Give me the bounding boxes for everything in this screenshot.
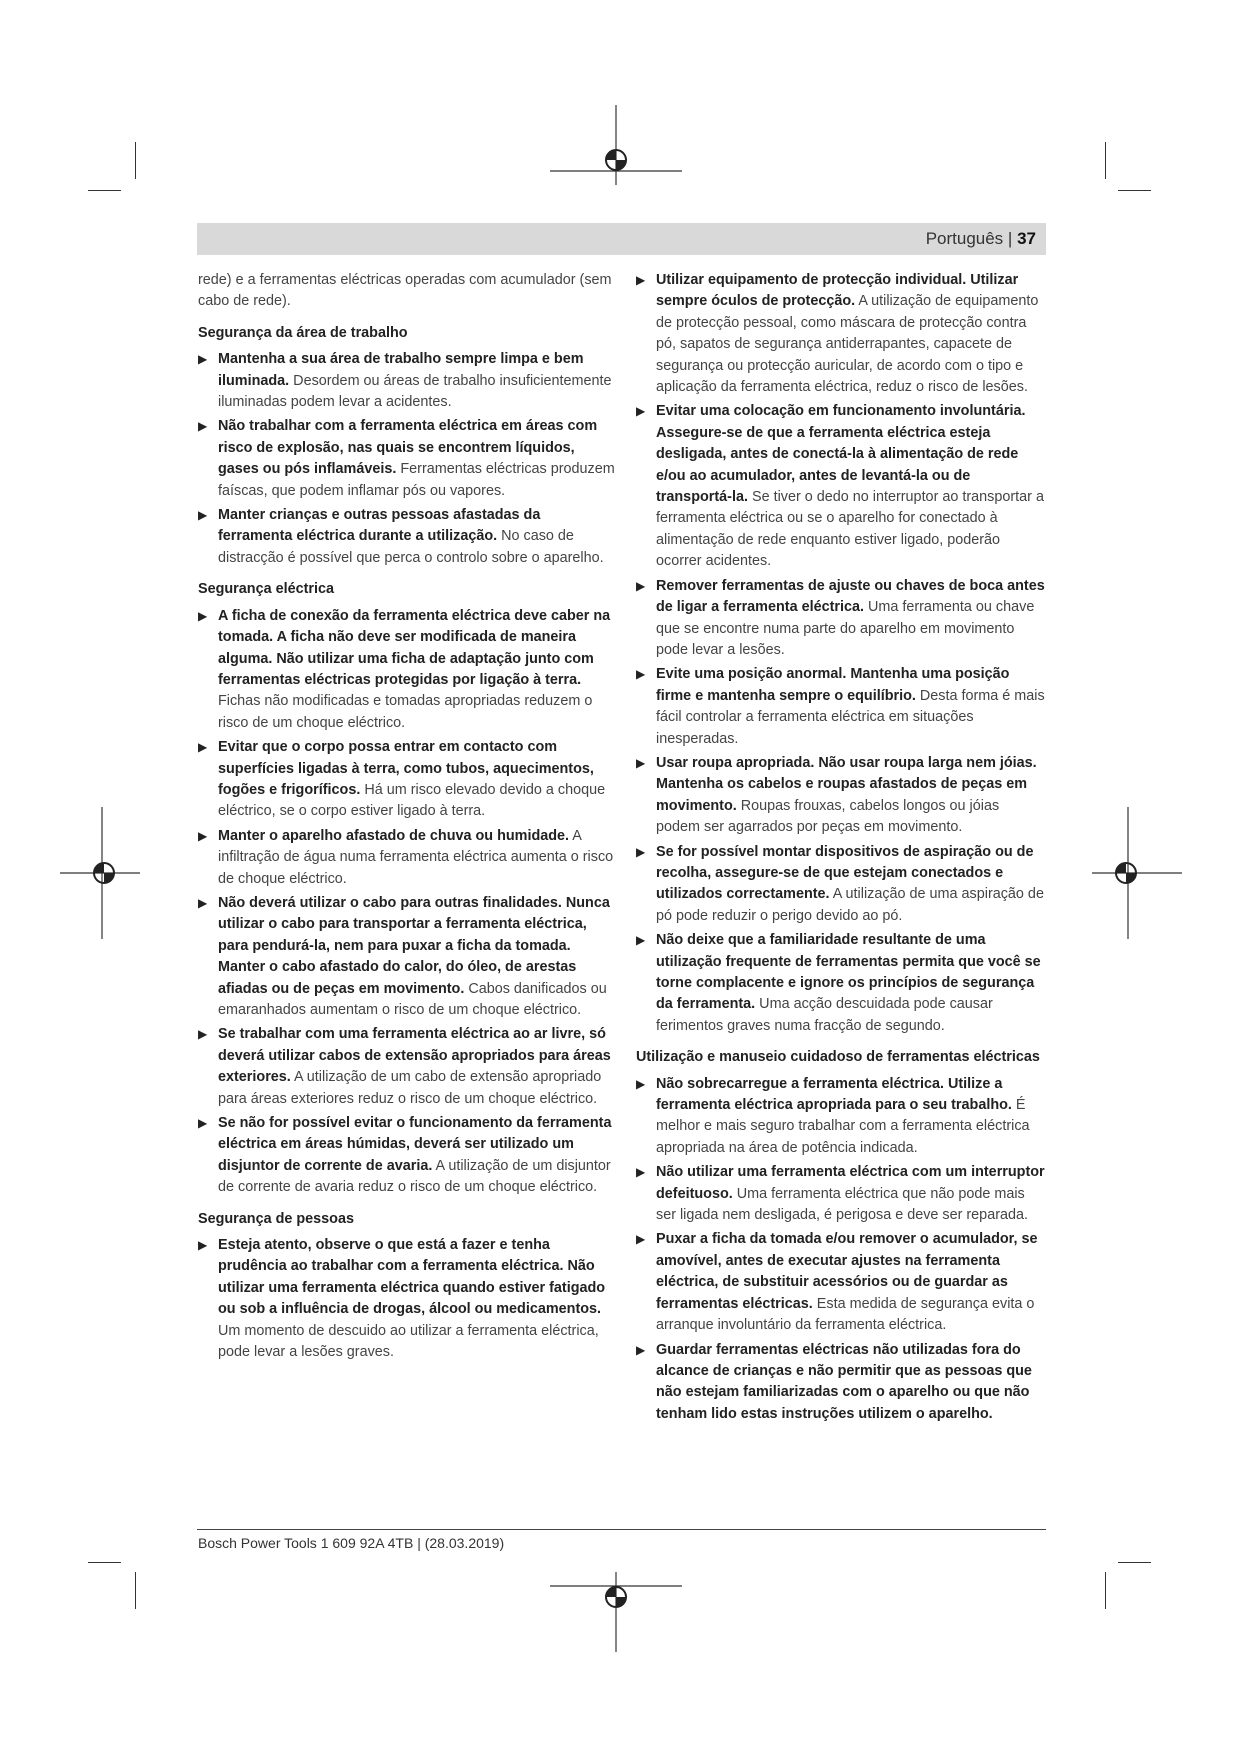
page-header	[197, 223, 1046, 255]
bullet-arrow-icon: ▶	[198, 419, 208, 434]
list-item: ▶ Se for possível montar dispositivos de aspiração ou de recolha, assegure-se de que estejam conectados e utilizados correctamente. A utilização de uma aspiração de pó pode reduzir o perigo devido ao pó.	[636, 843, 1044, 924]
section-heading-tool-use: Utilização e manuseio cuidadoso de ferramentas eléctricas	[636, 1049, 1040, 1066]
list-item: ▶ Manter crianças e outras pessoas afastadas da ferramenta eléctrica durante a utilização. No caso de distracção é possível que perca o controlo sobre o aparelho.	[198, 507, 604, 566]
crop-mark	[88, 190, 121, 191]
crop-mark	[1105, 142, 1106, 179]
section-heading-people: Segurança de pessoas	[198, 1210, 354, 1227]
list-item: ▶ Usar roupa apropriada. Não usar roupa larga nem jóias. Mantenha os cabelos e roupas afastados de peças em movimento. Roupas frouxas, cabelos longos ou jóias podem ser agarrados por peças em movimento.	[636, 754, 1037, 836]
crop-mark	[88, 1562, 121, 1563]
list-item: ▶ Manter o aparelho afastado de chuva ou humidade. A infiltração de água numa ferramenta eléctrica aumenta o risco de choque eléctrico.	[198, 827, 614, 887]
list-item: ▶ Evite uma posição anormal. Mantenha uma posição firme e mantenha sempre o equilíbrio. Desta forma é mais fácil controlar a ferramenta eléctrica em situações inesperadas.	[636, 666, 1045, 747]
list-item: ▶ Não trabalhar com a ferramenta eléctrica em áreas com risco de explosão, nas quais se encontrem líquidos, gases ou pós inflamáveis. Ferramentas eléctricas produzem faíscas, que podem inflamar pós ou vapores.	[198, 418, 615, 499]
bullet-arrow-icon: ▶	[636, 1232, 646, 1247]
bullet-arrow-icon: ▶	[198, 828, 208, 843]
bullet-arrow-icon: ▶	[636, 273, 646, 287]
footer-rule	[197, 1529, 1046, 1530]
list-item: ▶ Não sobrecarregue a ferramenta eléctrica. Utilize a ferramenta eléctrica apropriada para o seu trabalho. É melhor e mais seguro trabalhar com a ferramenta eléctrica apropriada na área de potência indicada.	[636, 1075, 1030, 1156]
registration-mark-icon	[550, 1572, 682, 1652]
page-number: 37	[1017, 229, 1036, 248]
bullet-arrow-icon: ▶	[198, 352, 208, 367]
bullet-arrow-icon: ▶	[198, 1238, 208, 1253]
list-item: ▶ Remover ferramentas de ajuste ou chaves de boca antes de ligar a ferramenta eléctrica. Uma ferramenta ou chave que se encontre numa parte do aparelho em movimento pode levar a lesões.	[636, 577, 1045, 658]
bullet-arrow-icon: ▶	[636, 404, 646, 419]
section-heading-electrical: Segurança eléctrica	[198, 581, 334, 598]
bullet-arrow-icon: ▶	[198, 1027, 208, 1042]
crop-mark	[1118, 1562, 1151, 1563]
list-item: ▶ Evitar que o corpo possa entrar em contacto com superfícies ligadas à terra, como tubos, aquecimentos, fogões e frigoríficos. Há um risco elevado devido a choque eléctrico, se o corpo estiver ligado à terra.	[198, 739, 606, 820]
list-item: ▶ Se trabalhar com uma ferramenta eléctrica ao ar livre, só deverá utilizar cabos de extensão apropriados para áreas exteriores. A utilização de um cabo de extensão apropriado para áreas exteriores reduz o risco de um choque eléctrico.	[198, 1026, 611, 1107]
crop-mark	[135, 1572, 136, 1609]
header-language: Português	[925, 229, 1004, 248]
bullet-arrow-icon: ▶	[198, 740, 208, 755]
bullet-arrow-icon: ▶	[636, 578, 646, 593]
intro-paragraph: rede) e a ferramentas eléctricas operadas com acumulador (sem cabo de rede).	[198, 272, 612, 310]
bullet-arrow-icon: ▶	[636, 1165, 646, 1180]
right-column	[636, 270, 1046, 1428]
bullet-arrow-icon: ▶	[636, 667, 646, 682]
bullet-arrow-icon: ▶	[198, 608, 208, 623]
list-item: ▶ Utilizar equipamento de protecção individual. Utilizar sempre óculos de protecção. A utilização de equipamento de protecção pessoal, como máscara de protecção contra pó, sapatos de segurança antiderrapantes, capacete de segurança ou protecção auricular, de acordo com o tipo e aplicação da ferramenta eléctrica, reduz o risco de lesões.	[636, 272, 1039, 396]
footer-text: Bosch Power Tools 1 609 92A 4TB | (28.03.2019)	[198, 1535, 505, 1551]
list-item: ▶ Não utilizar uma ferramenta eléctrica com um interruptor defeituoso. Uma ferramenta eléctrica que não pode mais ser ligada nem desligada, é perigosa e deve ser reparada.	[636, 1164, 1045, 1224]
registration-mark-icon	[550, 105, 682, 185]
bullet-arrow-icon: ▶	[198, 1116, 208, 1131]
header-separator: |	[1007, 229, 1013, 248]
bullet-arrow-icon: ▶	[636, 933, 646, 948]
left-column	[198, 270, 618, 1367]
header-text	[926, 229, 1036, 249]
registration-mark-icon	[60, 807, 140, 939]
list-item: ▶ Evitar uma colocação em funcionamento involuntária. Assegure-se de que a ferramenta eléctrica esteja desligada, antes de conectá-la à alimentação de rede e/ou ao acumulador, antes de levantá-la ou de transportá-la. Se tiver o dedo no interruptor ao transportar a ferramenta eléctrica ou se o aparelho for conectado à alimentação de rede enquanto estiver ligado, poderão ocorrer acidentes.	[636, 403, 1044, 570]
list-item: ▶ Esteja atento, observe o que está a fazer e tenha prudência ao trabalhar com a ferramenta eléctrica. Não utilizar uma ferramenta eléctrica quando estiver fatigado ou sob a influência de drogas, álcool ou medicamentos. Um momento de descuido ao utilizar a ferramenta eléctrica, pode levar a lesões graves.	[198, 1237, 606, 1361]
list-item: ▶ Não deverá utilizar o cabo para outras finalidades. Nunca utilizar o cabo para transportar a ferramenta eléctrica, para pendurá-la, nem para puxar a ficha da tomada. Manter o cabo afastado do calor, do óleo, de arestas afiadas ou de peças em movimento. Cabos danificados ou emaranhados aumentam o risco de um choque eléctrico.	[198, 894, 610, 1018]
section-heading-work-area: Segurança da área de trabalho	[198, 324, 408, 341]
list-item: ▶ A ficha de conexão da ferramenta eléctrica deve caber na tomada. A ficha não deve ser modificada de maneira alguma. Não utilizar uma ficha de adaptação junto com ferramentas eléctricas protegidas por ligação à terra. Fichas não modificadas e tomadas apropriadas reduzem o risco de um choque eléctrico.	[198, 607, 611, 731]
crop-mark	[1105, 1572, 1106, 1609]
bullet-arrow-icon: ▶	[636, 1076, 646, 1091]
list-item: ▶ Puxar a ficha da tomada e/ou remover o acumulador, se amovível, antes de executar ajustes na ferramenta eléctrica, de substituir acessórios ou de guardar as ferramentas eléctricas. Esta medida de segurança evita o arranque involuntário da ferramenta eléctrica.	[636, 1231, 1038, 1334]
bullet-arrow-icon: ▶	[636, 844, 646, 859]
bullet-arrow-icon: ▶	[198, 895, 208, 910]
list-item: ▶ Guardar ferramentas eléctricas não utilizadas fora do alcance de crianças e não permitir que as pessoas que não estejam familiarizadas com o aparelho ou que não tenham lido estas instruções utilizem o aparelho.	[636, 1341, 1032, 1422]
crop-mark	[1118, 190, 1151, 191]
crop-mark	[135, 142, 136, 179]
list-item: ▶ Se não for possível evitar o funcionamento da ferramenta eléctrica em áreas húmidas, deverá ser utilizado um disjuntor de corrente de avaria. A utilização de um disjuntor de corrente de avaria reduz o risco de um choque eléctrico.	[198, 1115, 612, 1196]
bullet-arrow-icon: ▶	[636, 1342, 646, 1357]
list-item: ▶ Mantenha a sua área de trabalho sempre limpa e bem iluminada. Desordem ou áreas de trabalho insuficientemente iluminadas podem levar a acidentes.	[198, 351, 612, 411]
bullet-arrow-icon: ▶	[636, 755, 646, 770]
registration-mark-icon	[1092, 807, 1182, 939]
list-item: ▶ Não deixe que a familiaridade resultante de uma utilização frequente de ferramentas permita que você se torne complacente e ignore os princípios de segurança da ferramenta. Uma acção descuidada pode causar ferimentos graves numa fracção de segundo.	[636, 932, 1041, 1034]
bullet-arrow-icon: ▶	[198, 508, 208, 523]
